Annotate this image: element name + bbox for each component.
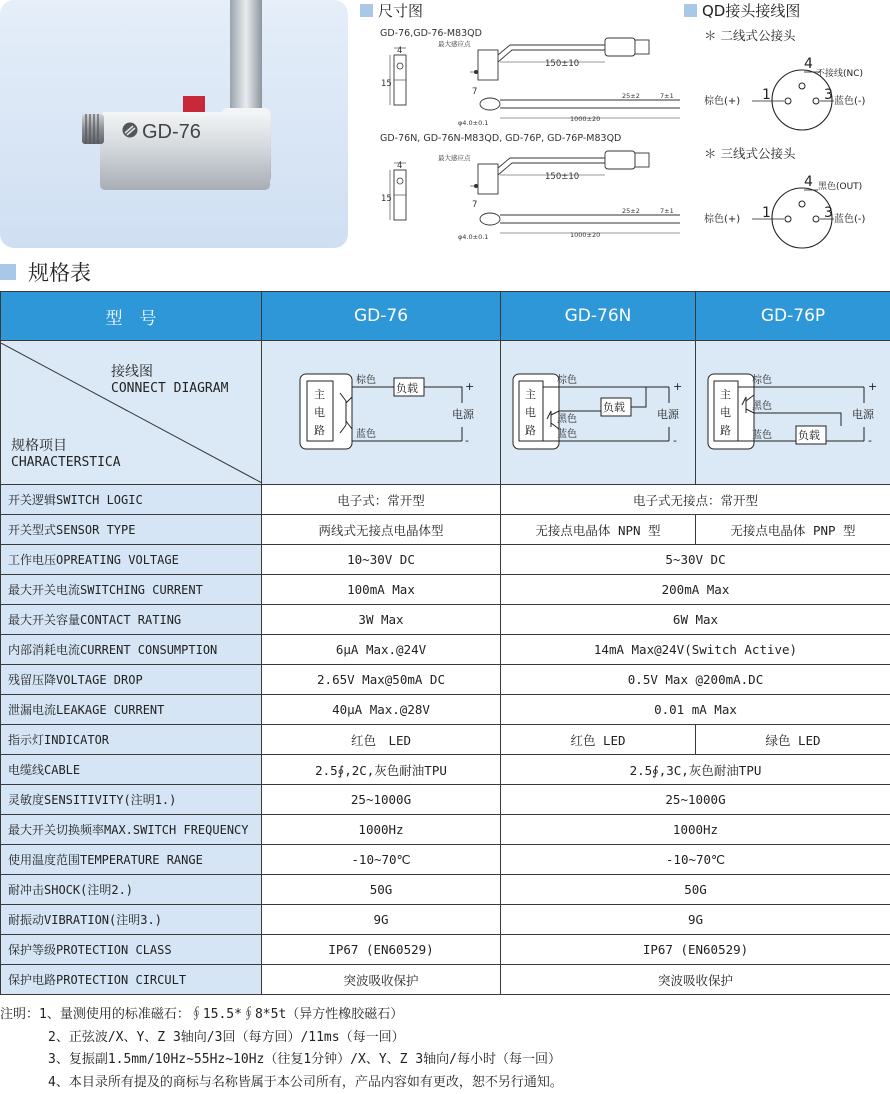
main-char-2: 电 <box>525 405 536 419</box>
spec-row <box>1 815 890 845</box>
item-label-cn: 规格项目 <box>11 435 121 455</box>
spec-row-label: 开关型式SENSOR TYPE <box>1 515 262 545</box>
dim-dia-label: φ4.0±0.1 <box>458 119 488 127</box>
spec-row-label: 保护电路PROTECTION CIRCULT <box>1 965 262 995</box>
dim-150-label: 150±10 <box>545 59 579 69</box>
spec-row-label: 最大开关容量CONTACT RATING <box>1 605 262 635</box>
load-label: 负载 <box>798 428 820 442</box>
dim-1000-label: 1000±20 <box>570 115 600 123</box>
spec-value-gd76: 25~1000G <box>262 785 501 815</box>
note-1: 注明：1、量测使用的标准磁石：∮15.5*∮8*5t（异方性橡胶磁石） <box>0 1004 890 1027</box>
spec-value-gd76n-p: 1000Hz <box>501 815 890 845</box>
model-gd76n: GD-76N <box>501 292 696 341</box>
power-label: 电源 <box>852 407 875 421</box>
qd-title: QD接头接线图 <box>702 0 800 21</box>
spec-row-label: 工作电压OPREATING VOLTAGE <box>1 545 262 575</box>
note-4: 4、本目录所有提及的商标与名称皆属于本公司所有，产品内容如有更改，恕不另行通知。 <box>0 1072 890 1094</box>
product-label: GD-76 <box>142 121 201 143</box>
spec-value-gd76: IP67 (EN60529) <box>262 935 501 965</box>
spec-row <box>1 875 890 905</box>
pin1-label-3w: 1 <box>762 205 771 221</box>
circuit-gd76 <box>262 341 501 485</box>
pin4-nc-label: 不接线(NC) <box>816 67 863 79</box>
dim-width-label-2: 4 <box>397 161 402 171</box>
spec-row-label: 指示灯INDICATOR <box>1 725 262 755</box>
spec-value-gd76: 2.5∮,2C,灰色耐油TPU <box>262 755 501 785</box>
spec-value-gd76: 突波吸收保护 <box>262 965 501 995</box>
spec-row <box>1 965 890 995</box>
spec-row <box>1 665 890 695</box>
dim-7-label-2: 7±1 <box>660 207 674 215</box>
spec-row-label: 最大开关切换频率MAX.SWITCH FREQUENCY <box>1 815 262 845</box>
diagram-header-cell <box>1 341 262 485</box>
note-3: 3、复振副1.5mm/10Hz~55Hz~10Hz（往复1分钟）/X、Y、Z 3轴向/每小时（每一回） <box>0 1049 890 1072</box>
main-char-1: 主 <box>314 388 325 401</box>
spec-row-label: 残留压降VOLTAGE DROP <box>1 665 262 695</box>
spec-value-gd76: 9G <box>262 905 501 935</box>
wire-brown: 棕色 <box>356 373 376 386</box>
product-photo <box>0 0 348 248</box>
wire-blue: 蓝色 <box>752 428 772 441</box>
three-wire-label: ＊ 三线式公接头 <box>704 146 796 161</box>
spec-value-gd76n-p: 电子式无接点：常开型 <box>501 485 890 515</box>
dimension-group1-label: GD-76,GD-76-M83QD <box>380 28 482 39</box>
spec-row <box>1 575 890 605</box>
dim-1000-label-2: 1000±20 <box>570 231 600 239</box>
main-char-2: 电 <box>720 405 731 419</box>
spec-value-gd76: 2.65V Max@50mA DC <box>262 665 501 695</box>
main-char-3: 路 <box>314 424 325 437</box>
dim-height-label: 15 <box>381 79 392 89</box>
spec-row <box>1 935 890 965</box>
main-char-2: 电 <box>314 405 325 419</box>
spec-row-label: 耐冲击SHOCK(注明2.) <box>1 875 262 905</box>
spec-value-gd76n-p: 0.5V Max @200mA.DC <box>501 665 890 695</box>
main-char-1: 主 <box>720 388 731 401</box>
spec-row <box>1 905 890 935</box>
wire-brown: 棕色 <box>557 373 577 386</box>
spec-value-gd76n-p: 25~1000G <box>501 785 890 815</box>
spec-value-gd76n-p: 突波吸收保护 <box>501 965 890 995</box>
spec-row <box>1 695 890 725</box>
model-gd76: GD-76 <box>262 292 501 341</box>
connect-diagram-row <box>1 341 890 485</box>
spec-row <box>1 635 890 665</box>
pin4-black-label: 黑色(OUT) <box>818 180 862 192</box>
wire-black: 黑色 <box>752 399 772 412</box>
spec-row-label: 最大开关电流SWITCHING CURRENT <box>1 575 262 605</box>
main-char-3: 路 <box>720 424 731 437</box>
spec-value-gd76: 红色 LED <box>262 725 501 755</box>
wire-blue: 蓝色 <box>557 427 577 440</box>
main-char-3: 路 <box>525 424 536 437</box>
notes <box>0 1004 890 1094</box>
power-label: 电源 <box>657 407 680 421</box>
dim-25-label: 25±2 <box>622 92 640 100</box>
spec-value-gd76: -10~70℃ <box>262 845 501 875</box>
spec-value-gd76: 3W Max <box>262 605 501 635</box>
dim-7-label: 7±1 <box>660 92 674 100</box>
two-wire-label: ＊ 二线式公接头 <box>704 28 796 43</box>
plus-label: + <box>673 380 682 393</box>
wire-blue: 蓝色 <box>356 427 376 440</box>
spec-row <box>1 785 890 815</box>
dimension-section <box>360 0 680 250</box>
diagram-label-cn: 接线图 <box>111 361 228 381</box>
dim-width-label: 4 <box>397 46 402 56</box>
model-gd76p: GD-76P <box>696 292 890 341</box>
pin3-label-3w: 3 <box>824 205 833 221</box>
spec-value-gd76n: 无接点电晶体 NPN 型 <box>501 515 696 545</box>
wire-black: 黑色 <box>557 412 577 425</box>
pin3-blue-label-3w: 蓝色(-) <box>834 212 866 225</box>
spec-table <box>0 291 890 995</box>
pin1-brown-label-3w: 棕色(+) <box>704 212 740 225</box>
pin1-brown-label: 棕色(+) <box>704 94 740 107</box>
spec-title: 规格表 <box>28 257 91 287</box>
dim-gap-label: 7 <box>472 87 477 97</box>
circuit-gd76n <box>501 341 696 485</box>
pin4-label-3w: 4 <box>804 174 813 190</box>
pin3-label: 3 <box>824 87 833 103</box>
spec-value-gd76: 10~30V DC <box>262 545 501 575</box>
dimension-group2-label: GD-76N, GD-76N-M83QD, GD-76P, GD-76P-M83QD <box>380 133 621 144</box>
dimension-title: 尺寸图 <box>378 0 423 21</box>
plus-label: + <box>868 380 877 393</box>
note-2: 2、正弦波/X、Y、Z 3轴向/3回（每方回）/11ms（每一回） <box>0 1027 890 1050</box>
minus-label: - <box>465 434 469 447</box>
spec-value-gd76: 两线式无接点电晶体型 <box>262 515 501 545</box>
pin4-label: 4 <box>804 56 813 72</box>
product-illustration <box>0 0 348 248</box>
spec-value-gd76n-p: -10~70℃ <box>501 845 890 875</box>
spec-value-gd76n-p: 200mA Max <box>501 575 890 605</box>
minus-label: - <box>673 434 677 447</box>
spec-row <box>1 515 890 545</box>
pin1-label: 1 <box>762 87 771 103</box>
circuit-gd76p <box>696 341 890 485</box>
spec-value-gd76: 1000Hz <box>262 815 501 845</box>
main-char-1: 主 <box>525 388 536 401</box>
dim-gap-label-2: 7 <box>472 200 477 210</box>
power-label: 电源 <box>452 407 475 421</box>
spec-row-label: 耐振动VIBRATION(注明3.) <box>1 905 262 935</box>
spec-value-gd76: 6μA Max.@24V <box>262 635 501 665</box>
spec-value-gd76n-p: 2.5∮,3C,灰色耐油TPU <box>501 755 890 785</box>
spec-value-gd76n-p: 6W Max <box>501 605 890 635</box>
plus-label: + <box>465 380 474 393</box>
spec-row <box>1 725 890 755</box>
qd-connector-diagram <box>684 0 890 250</box>
spec-value-gd76n: 红色 LED <box>501 725 696 755</box>
spec-value-gd76: 电子式：常开型 <box>262 485 501 515</box>
dimension-drawing <box>360 0 680 250</box>
sense-point-label-2: 最大感应点 <box>438 153 471 162</box>
dim-25-label-2: 25±2 <box>622 207 640 215</box>
spec-row-label: 开关逻辑SWITCH LOGIC <box>1 485 262 515</box>
dim-dia-label-2: φ4.0±0.1 <box>458 233 488 241</box>
spec-value-gd76: 100mA Max <box>262 575 501 605</box>
spec-row-label: 内部消耗电流CURRENT CONSUMPTION <box>1 635 262 665</box>
sense-point-label: 最大感应点 <box>438 39 471 48</box>
spec-row <box>1 605 890 635</box>
heading-square-icon <box>0 264 16 280</box>
spec-heading <box>0 258 91 286</box>
wire-brown: 棕色 <box>752 373 772 386</box>
spec-row-label: 使用温度范围TEMPERATURE RANGE <box>1 845 262 875</box>
spec-row-label: 灵敏度SENSITIVITY(注明1.) <box>1 785 262 815</box>
spec-value-gd76n-p: 50G <box>501 875 890 905</box>
spec-value-gd76n-p: 0.01 mA Max <box>501 695 890 725</box>
model-label: 型 号 <box>1 292 262 341</box>
pin3-blue-label: 蓝色(-) <box>834 94 866 107</box>
spec-value-gd76n-p: IP67 (EN60529) <box>501 935 890 965</box>
spec-row-label: 泄漏电流LEAKAGE CURRENT <box>1 695 262 725</box>
item-label-en: CHARACTERSTICA <box>11 455 121 470</box>
spec-value-gd76n-p: 9G <box>501 905 890 935</box>
spec-row <box>1 485 890 515</box>
spec-row <box>1 845 890 875</box>
spec-value-gd76: 50G <box>262 875 501 905</box>
spec-value-gd76n-p: 14mA Max@24V(Switch Active) <box>501 635 890 665</box>
qd-section <box>684 0 890 250</box>
spec-row <box>1 545 890 575</box>
load-label: 负载 <box>603 400 625 414</box>
dim-150-label-2: 150±10 <box>545 172 579 182</box>
spec-value-gd76n-p: 5~30V DC <box>501 545 890 575</box>
diagram-label-en: CONNECT DIAGRAM <box>111 381 228 396</box>
spec-value-gd76p: 无接点电晶体 PNP 型 <box>696 515 890 545</box>
spec-value-gd76: 40μA Max.@28V <box>262 695 501 725</box>
spec-row <box>1 755 890 785</box>
spec-value-gd76p: 绿色 LED <box>696 725 890 755</box>
load-label: 负载 <box>396 381 418 395</box>
dim-height-label-2: 15 <box>381 194 392 204</box>
model-header-row <box>1 292 890 341</box>
spec-row-label: 电缆线CABLE <box>1 755 262 785</box>
spec-row-label: 保护等级PROTECTION CLASS <box>1 935 262 965</box>
minus-label: - <box>868 434 872 447</box>
